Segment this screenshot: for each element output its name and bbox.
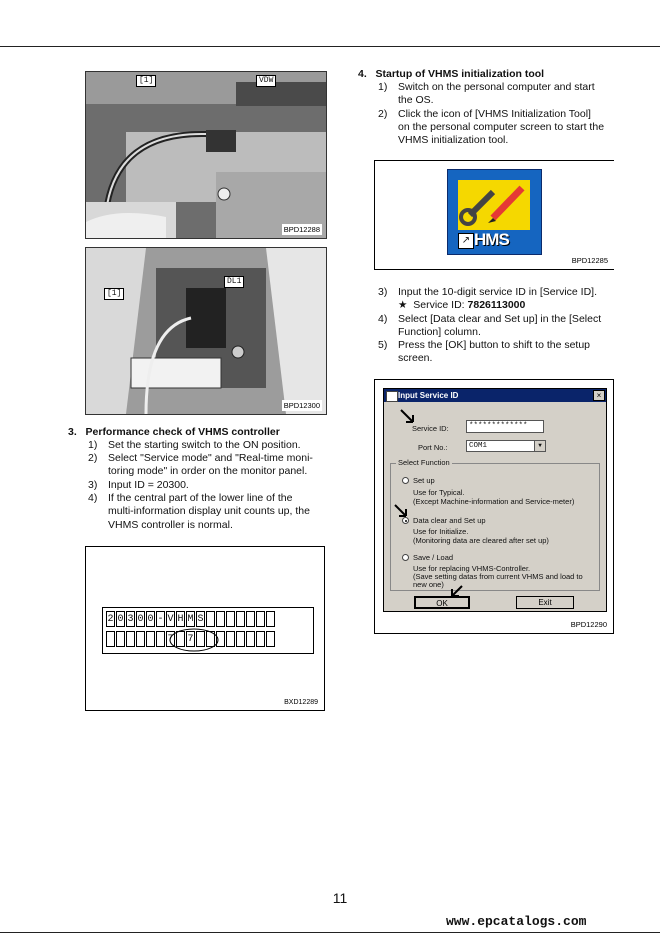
section-4-title: 4. Startup of VHMS initialization tool bbox=[358, 68, 545, 80]
watermark: www.epcatalogs.com bbox=[446, 914, 587, 929]
figure-id: BPD12285 bbox=[571, 256, 608, 265]
opt-set-up-desc-2: (Except Machine-information and Service-meter) bbox=[413, 497, 575, 506]
dialog-title: Input Service ID bbox=[384, 389, 606, 402]
radio-set-up[interactable] bbox=[402, 477, 409, 484]
opt-set-up-label: Set up bbox=[413, 476, 435, 485]
service-id-value: 7826113000 bbox=[467, 299, 526, 311]
exit-button[interactable]: Exit bbox=[516, 596, 574, 609]
callout-1: [1] bbox=[104, 288, 124, 300]
photo-vhms-connector-vdw bbox=[85, 71, 327, 239]
opt-data-clear-desc: Use for Initialize. bbox=[413, 527, 469, 536]
vhms-icon-figure bbox=[374, 160, 614, 270]
lcd-row-1-cell: 0 bbox=[146, 611, 155, 627]
lcd-row-2-cell: 7 bbox=[166, 631, 175, 647]
radio-save-load[interactable] bbox=[402, 554, 409, 561]
radio-data-clear-set-up[interactable] bbox=[402, 517, 409, 524]
figure-id: BPD12288 bbox=[283, 225, 320, 234]
lcd-row-1-cell: S bbox=[196, 611, 205, 627]
lcd-row-1-cell: 2 bbox=[106, 611, 115, 627]
opt-data-clear-label: Data clear and Set up bbox=[413, 516, 486, 525]
photo-1-illustration bbox=[86, 72, 326, 238]
lcd-figure bbox=[85, 546, 325, 711]
close-button[interactable]: × bbox=[593, 390, 605, 401]
lcd-row-1-cell: 0 bbox=[116, 611, 125, 627]
figure-id: BXD12289 bbox=[284, 699, 318, 706]
input-service-id-dialog bbox=[383, 388, 607, 612]
port-select[interactable] bbox=[466, 440, 546, 452]
lcd-row-1-cell: V bbox=[166, 611, 175, 627]
bottom-rule bbox=[0, 932, 660, 933]
figure-id: BPD12300 bbox=[283, 401, 320, 410]
ok-button[interactable]: OK bbox=[414, 596, 470, 609]
lcd-row-1-cell: H bbox=[176, 611, 185, 627]
pointer-arrow-icon bbox=[400, 409, 416, 425]
page-number: 11 bbox=[332, 890, 348, 906]
group-label: Select Function bbox=[398, 458, 450, 467]
vhms-initialization-tool-icon[interactable] bbox=[447, 169, 542, 255]
lcd-row-1-cell: 0 bbox=[136, 611, 145, 627]
port-label: Port No.: bbox=[418, 443, 448, 452]
section-3-title: 3. Performance check of VHMS controller bbox=[68, 426, 280, 438]
callout-1: [1] bbox=[136, 75, 156, 87]
opt-set-up-desc: Use for Typical. bbox=[413, 488, 465, 497]
opt-save-load-desc-3: new one) bbox=[413, 580, 444, 589]
top-rule bbox=[0, 46, 660, 47]
lcd-row-1-cell: - bbox=[156, 611, 165, 627]
figure-id: BPD12290 bbox=[570, 620, 607, 629]
photo-2-illustration bbox=[86, 248, 326, 414]
service-id-label: Service ID: bbox=[412, 424, 449, 433]
icon-label: HMS bbox=[474, 230, 509, 249]
photo-vhms-connector-dl1 bbox=[85, 247, 327, 415]
opt-save-load-label: Save / Load bbox=[413, 553, 454, 562]
lcd-row-2-cell: 7 bbox=[186, 631, 195, 647]
dialog-figure bbox=[374, 379, 614, 634]
callout-vdw: VDW bbox=[256, 75, 276, 87]
service-id-input[interactable]: ************* bbox=[466, 420, 544, 433]
shortcut-arrow-icon: ↗ bbox=[458, 233, 474, 249]
lcd-row-1-cell: 3 bbox=[126, 611, 135, 627]
opt-save-load-desc-2: (Save setting datas from current VHMS and load to bbox=[413, 572, 583, 581]
dialog-app-icon bbox=[386, 391, 398, 402]
chevron-down-icon[interactable]: ▼ bbox=[534, 441, 545, 451]
lcd-highlight-ellipse bbox=[86, 547, 326, 712]
opt-save-load-desc: Use for replacing VHMS-Controller. bbox=[413, 564, 531, 573]
opt-data-clear-desc-2: (Monitoring data are cleared after set up) bbox=[413, 536, 549, 545]
port-value: COM1 bbox=[469, 442, 488, 450]
callout-dl1: DL1 bbox=[224, 276, 244, 288]
lcd-row-1-cell: M bbox=[186, 611, 195, 627]
